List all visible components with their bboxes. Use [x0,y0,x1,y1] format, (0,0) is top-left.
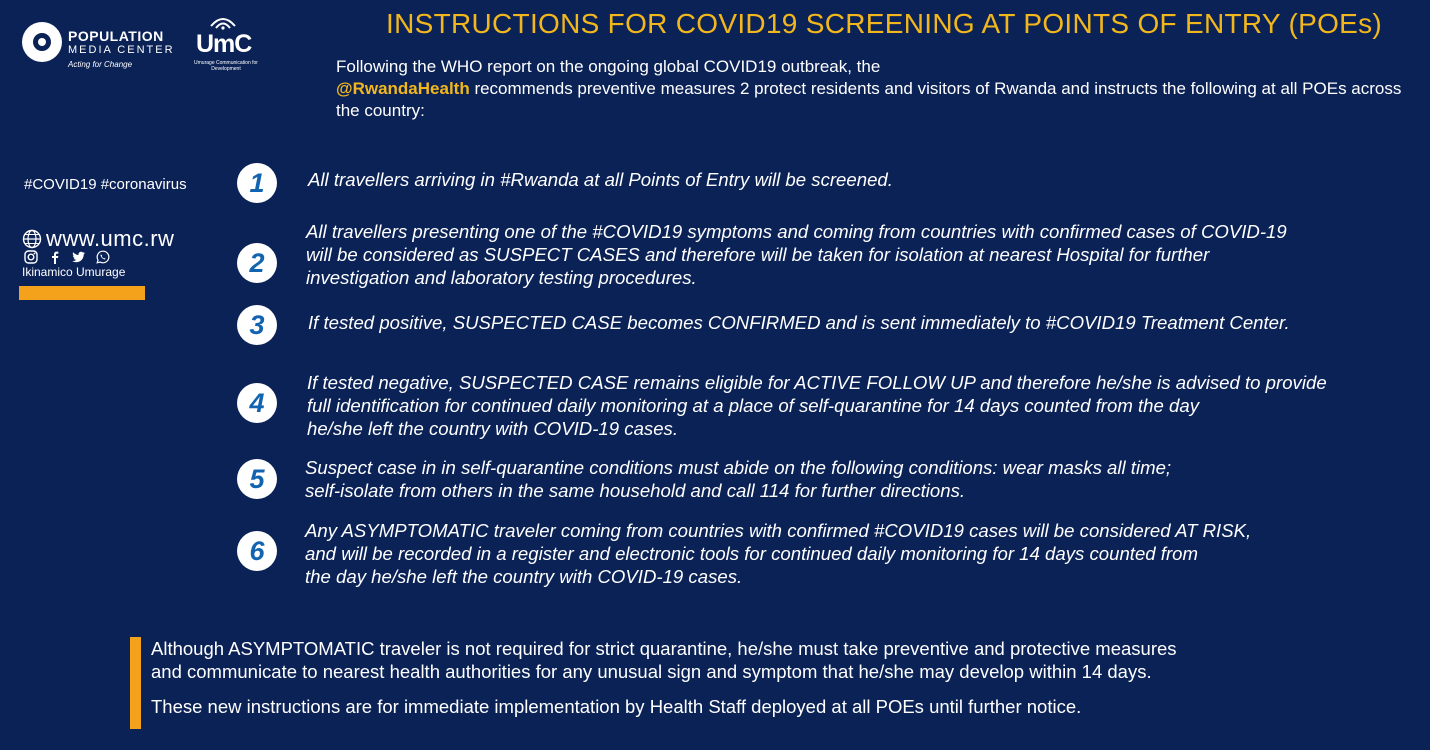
page-title: INSTRUCTIONS FOR COVID19 SCREENING AT POINTS OF ENTRY (POEs) [386,8,1383,39]
instruction-item-text: All travellers arriving in #Rwanda at all Points of Entry will be screened. [308,169,893,190]
pmc-logo-tagline: Acting for Change [68,60,133,69]
twitter-icon [72,250,86,264]
item-number-badge: 4 [237,383,277,423]
facebook-icon [48,250,62,264]
pmc-logo-line2: MEDIA CENTER [68,44,175,56]
social-icons [24,250,110,264]
signal-wave-icon [208,14,238,30]
pmc-logo-mark-icon [22,22,62,62]
intro-line1: Following the WHO report on the ongoing global COVID19 outbreak, the [336,57,881,76]
website-row [22,226,174,252]
intro-rest: recommends preventive measures 2 protect residents and visitors of Rwanda and instructs the following at all POEs across the country: [336,79,1402,120]
implementation-note: These new instructions are for immediate implementation by Health Staff deployed at all POEs until further notice. [151,696,1082,717]
note-accent-bar [130,637,141,729]
population-media-center-logo [22,20,182,80]
instagram-icon [24,250,38,264]
asymptomatic-note: Although ASYMPTOMATIC traveler is not required for strict quarantine, he/she must take preventive and protective measures and communicate to nearest health authorities for any unusual sign and symptom that he/she may develop within 14 days. [151,638,1177,682]
item-number-badge: 1 [237,163,277,203]
globe-icon [22,229,42,249]
umc-logo-subtitle: Umurage Communication for Development [194,60,258,72]
whatsapp-icon [96,250,110,264]
item-number-badge: 3 [237,305,277,345]
pmc-logo-line1: POPULATION [68,28,164,44]
instruction-item-text: Suspect case in in self-quarantine conditions must abide on the following conditions: wear masks all time; self-isolate from others in the same household and call 114 for further directions. [305,457,1172,501]
item-number-badge: 2 [237,243,277,283]
item-number-badge: 6 [237,531,277,571]
instruction-item-text: Any ASYMPTOMATIC traveler coming from countries with confirmed #COVID19 cases will be considered AT RISK, and will be recorded in a register and electronic tools for continued daily monitoring for 14 days counted from the day he/she left the country with COVID-19 cases. [305,520,1252,587]
umc-logo-text: UmC [196,30,252,58]
website-url: www.umc.rw [46,226,175,251]
umc-logo [194,14,264,76]
sidebar-accent-bar [19,286,145,300]
instruction-item-text: All travellers presenting one of the #COVID19 symptoms and coming from countries with confirmed cases of COVID-19 will be considered as SUSPECT CASES and therefore will be taken for isolation at nearest Hospital for further investigation and laboratory testing procedures. [306,221,1287,288]
intro-paragraph [336,56,1411,122]
hashtags: #COVID19 #coronavirus [24,176,187,193]
instruction-item-text: If tested positive, SUSPECTED CASE becomes CONFIRMED and is sent immediately to #COVID19 Treatment Center. [308,312,1290,333]
item-number-badge: 5 [237,459,277,499]
rwanda-health-handle: @RwandaHealth [336,79,470,98]
instruction-item-text: If tested negative, SUSPECTED CASE remains eligible for ACTIVE FOLLOW UP and therefore he/she is advised to provide full identification for continued daily monitoring at a place of self-quarantine for 14 days counted from the day he/she left the country with COVID-19 cases. [307,372,1327,439]
social-handle-name: Ikinamico Umurage [22,265,126,279]
